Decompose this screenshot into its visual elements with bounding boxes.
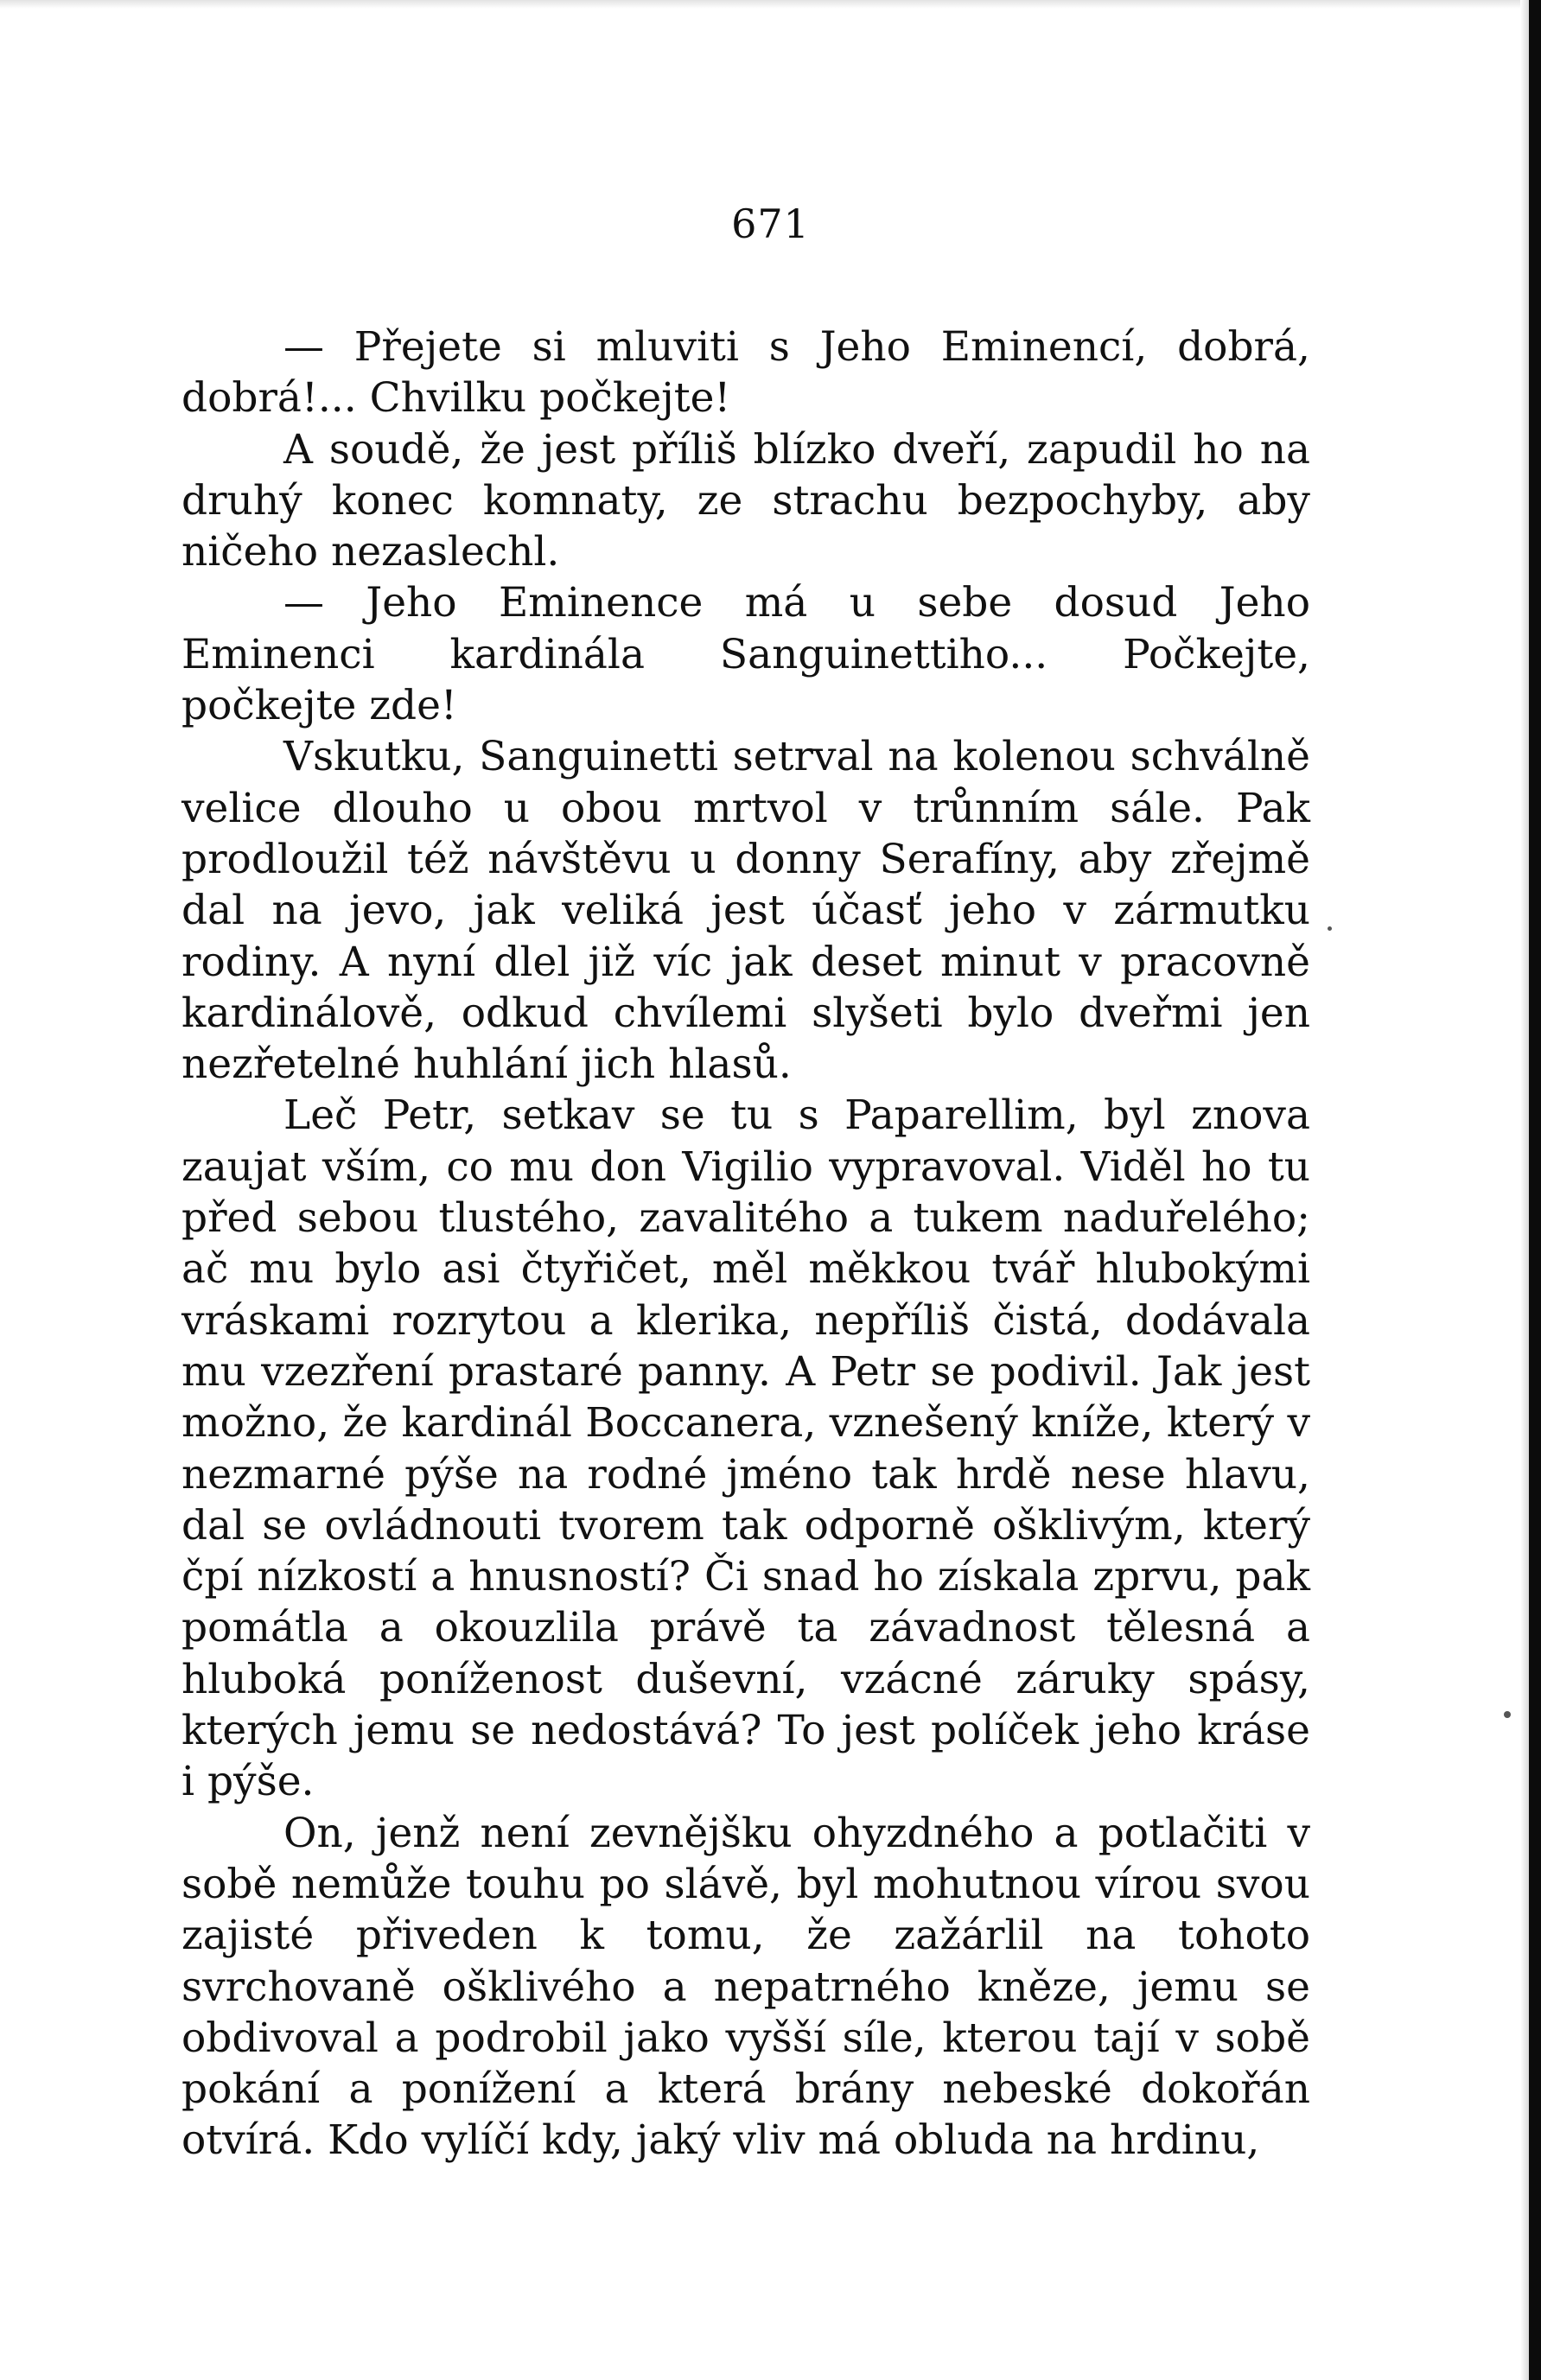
page-right-border (1529, 0, 1541, 2380)
page-right-shadow (1520, 0, 1529, 2380)
page-number: 671 (731, 200, 810, 247)
page-top-edge (0, 0, 1541, 9)
paragraph-dialogue-1: — Přejete si mluviti s Jeho Eminencí, dobrá, dobrá!... Chvilku počkejte! (181, 323, 1310, 423)
paragraph-narration-4: On, jenž není zevnějšku ohyzdného a potlačiti v sobě nemůže touhu po slávě, byl mohutnou vírou svou zajisté přiveden k tomu, že zažárlil na tohoto svrchovaně ošklivého a nepatrného kněze, jemu se obdivoval a podrobil jako vyšší síle, kterou tají v sobě pokání a ponížení a která brány nebeské dokořán otvírá. Kdo vylíčí kdy, jaký vliv má obluda na hrdinu, (181, 1809, 1310, 2165)
paper-speck (1328, 926, 1332, 931)
paragraph-narration-3: Leč Petr, setkav se tu s Paparellim, byl znova zaujat vším, co mu don Vigilio vypravoval. Viděl ho tu před sebou tlustého, zavalitého a tukem naduřelého; ač mu bylo asi čtyřičet, měl měkkou tvář hlubokými vráskami rozrytou a klerika, nepříliš čistá, dodávala mu vzezření prastaré panny. A Petr se podivil. Jak jest možno, že kardinál Boccanera, vznešený kníže, který v nezmarné pýše na rodné jméno tak hrdě nese hlavu, dal se ovládnouti tvorem tak odporně ošklivým, který čpí nízkostí a hnusností? Či snad ho získala zprvu, pak pomátla a okouzlila právě ta závadnost tělesná a hluboká poníženost duševní, vzácné záruky spásy, kterých jemu se nedostává? To jest políček jeho kráse i pýše. (181, 1091, 1310, 1806)
paragraph-narration-1: A soudě, že jest příliš blízko dveří, zapudil ho na druhý konec komnaty, ze strachu bezpochyby, aby ničeho nezaslechl. (181, 425, 1310, 576)
paper-speck (1504, 1711, 1511, 1718)
paragraph-narration-2: Vskutku, Sanguinetti setrval na kolenou schválně velice dlouho u obou mrtvol v trůnním sále. Pak prodloužil též návštěvu u donny Serafíny, aby zřejmě dal na jevo, jak veliká jest účasť jeho v zármutku rodiny. A nyní dlel již víc jak deset minut v pracovně kardinálově, odkud chvílemi slyšeti bylo dveřmi jen nezřetelné huhlání jich hlasů. (181, 733, 1310, 1089)
paragraph-dialogue-2: — Jeho Eminence má u sebe dosud Jeho Eminenci kardinála Sanguinettiho... Počkejte, počkejte zde! (181, 579, 1310, 730)
body-text (181, 321, 1310, 2167)
